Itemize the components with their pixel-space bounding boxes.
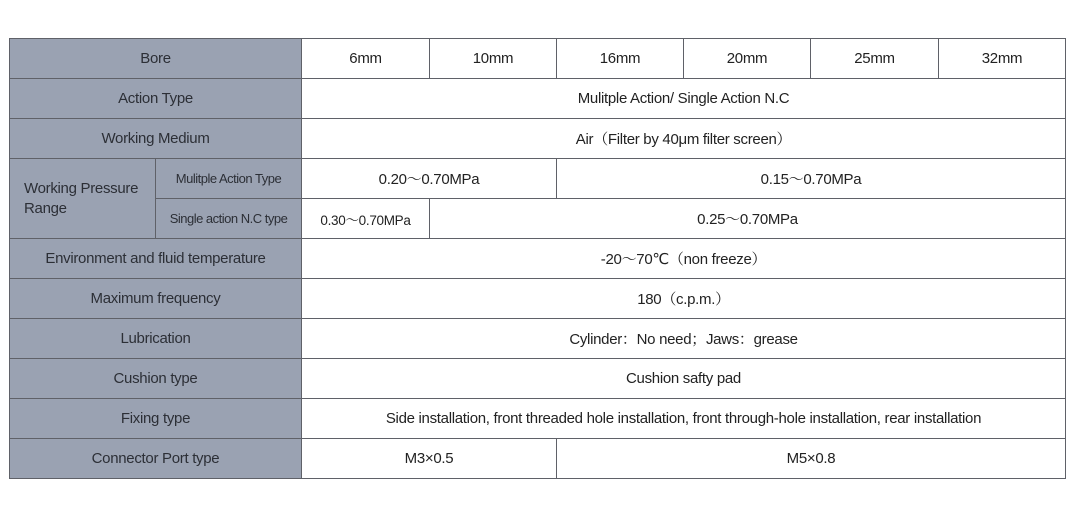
bore-16mm: 16mm — [557, 39, 684, 79]
working-pressure-label: Working Pressure Range — [10, 159, 156, 239]
row-environment-temperature — [10, 239, 1066, 279]
bore-20mm: 20mm — [684, 39, 811, 79]
fixing-type-label: Fixing type — [10, 399, 302, 439]
specification-table — [9, 38, 1066, 479]
cushion-type-value: Cushion safty pad — [302, 359, 1066, 399]
max-frequency-value: 180（c.p.m.） — [302, 279, 1066, 319]
bore-10mm: 10mm — [430, 39, 557, 79]
cushion-type-label: Cushion type — [10, 359, 302, 399]
row-working-medium — [10, 119, 1066, 159]
bore-label: Bore — [10, 39, 302, 79]
multiple-action-type-label: Mulitple Action Type — [156, 159, 302, 199]
connector-port-large-bore: M5×0.8 — [557, 439, 1066, 479]
bore-6mm: 6mm — [302, 39, 430, 79]
action-type-value: Mulitple Action/ Single Action N.C — [302, 79, 1066, 119]
row-pressure-multiple — [10, 159, 1066, 199]
multiple-pressure-large-bore: 0.15～0.70MPa — [557, 159, 1066, 199]
single-pressure-large-bore: 0.25～0.70MPa — [430, 199, 1066, 239]
row-pressure-single — [10, 199, 1066, 239]
single-pressure-small-bore: 0.30～0.70MPa — [302, 199, 430, 239]
bore-25mm: 25mm — [811, 39, 939, 79]
environment-temperature-value: -20～70℃（non freeze） — [302, 239, 1066, 279]
working-medium-value: Air（Filter by 40μm filter screen） — [302, 119, 1066, 159]
lubrication-value: Cylinder：No need；Jaws：grease — [302, 319, 1066, 359]
lubrication-label: Lubrication — [10, 319, 302, 359]
bore-32mm: 32mm — [939, 39, 1066, 79]
fixing-type-value: Side installation, front threaded hole installation, front through-hole installation, rear installation — [302, 399, 1066, 439]
row-action-type — [10, 79, 1066, 119]
working-medium-label: Working Medium — [10, 119, 302, 159]
connector-port-label: Connector Port type — [10, 439, 302, 479]
row-lubrication — [10, 319, 1066, 359]
environment-temperature-label: Environment and fluid temperature — [10, 239, 302, 279]
connector-port-small-bore: M3×0.5 — [302, 439, 557, 479]
row-fixing-type — [10, 399, 1066, 439]
row-bore — [10, 39, 1066, 79]
max-frequency-label: Maximum frequency — [10, 279, 302, 319]
row-cushion-type — [10, 359, 1066, 399]
single-action-type-label: Single action N.C type — [156, 199, 302, 239]
action-type-label: Action Type — [10, 79, 302, 119]
row-connector-port — [10, 439, 1066, 479]
row-max-frequency — [10, 279, 1066, 319]
multiple-pressure-small-bore: 0.20～0.70MPa — [302, 159, 557, 199]
